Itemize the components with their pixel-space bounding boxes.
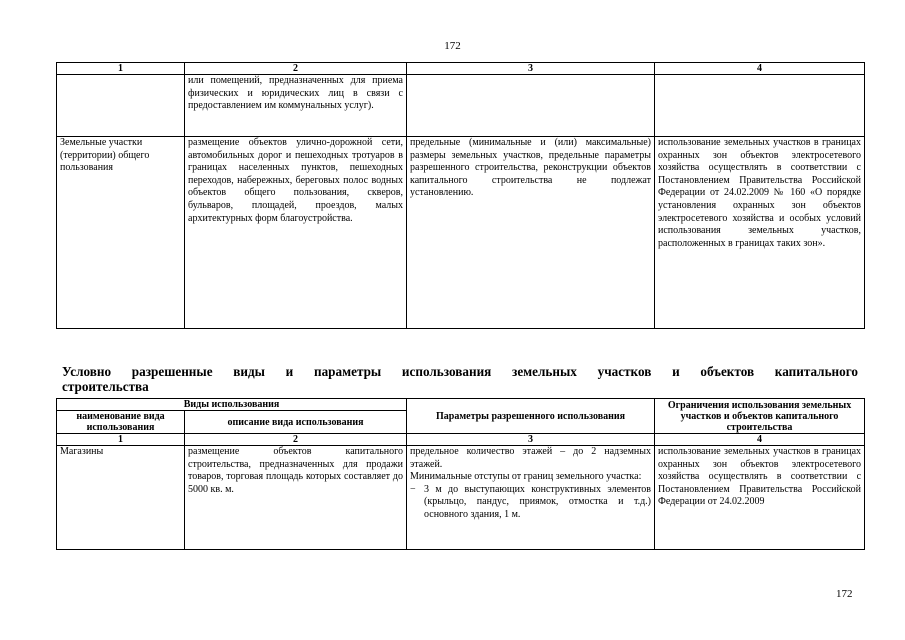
column-number: 4 xyxy=(655,434,865,446)
cell-limits: использование земельных участков в границах охранных зон объектов электросетевого хозяйства осуществлять в соответствии с Постановлением Правительства Российской Федерации от 24.02.2009 xyxy=(655,446,865,550)
column-number: 1 xyxy=(57,434,185,446)
column-number: 4 xyxy=(655,63,865,75)
column-number: 3 xyxy=(407,434,655,446)
cell-name xyxy=(57,75,185,137)
table-row xyxy=(57,446,865,550)
page-number-top: 172 xyxy=(444,40,461,52)
column-number: 2 xyxy=(185,63,407,75)
page-number-bottom: 172 xyxy=(836,588,853,600)
column-number: 2 xyxy=(185,434,407,446)
column-number: 3 xyxy=(407,63,655,75)
cell-limits xyxy=(655,75,865,137)
land-use-table-continued xyxy=(56,62,865,329)
table-header-row xyxy=(57,63,865,75)
cell-parameters xyxy=(407,75,655,137)
table-row xyxy=(57,75,865,137)
cell-description: или помещений, предназначенных для приема физических и юридических лиц в связи с предоставлением им коммунальных услуг). xyxy=(185,75,407,137)
cell-parameters xyxy=(407,446,655,550)
table-header-row xyxy=(57,399,865,411)
description-header: описание вида использования xyxy=(185,411,407,434)
params-header: Параметры разрешенного использования xyxy=(407,399,655,434)
section-title: Условно разрешенные виды и параметры использования земельных участков и объектов капитального xyxy=(62,364,858,379)
cell-name: Магазины xyxy=(57,446,185,550)
section-title-continuation: строительства xyxy=(62,379,149,394)
table-row xyxy=(57,137,865,329)
limits-header: Ограничения использования земельных участков и объектов капитального строительства xyxy=(655,399,865,434)
list-item-text: 3 м до выступающих конструктивных элементов (крыльцо, пандус, приямок, отмостка и т.д.) основного здания, 1 м. xyxy=(424,483,652,520)
floors-limit-text: предельное количество этажей – до 2 надземных этажей. xyxy=(410,446,652,470)
column-number: 1 xyxy=(57,63,185,75)
dash-marker: − xyxy=(410,483,416,495)
cell-name: Земельные участки (территории) общего пользования xyxy=(57,137,185,329)
group-header: Виды использования xyxy=(57,399,407,411)
list-item xyxy=(410,484,651,522)
cell-description: размещение объектов улично-дорожной сети, автомобильных дорог и пешеходных тротуаров в границах населенных пунктов, пешеходных переходов, набережных, береговых полос водных объектов общего пользования, скверов, бульваров, площадей, проездов, малых архитектурных форм благоустройства. xyxy=(185,137,407,329)
table-number-row xyxy=(57,434,865,446)
conditional-use-table xyxy=(56,398,865,550)
cell-limits: использование земельных участков в границах охранных зон объектов электросетевого хозяйства осуществлять в соответствии с Постановлением Правительства Российской Федерации от 24.02.2009 № 160 «О порядке установления охранных зон объектов электросетевого хозяйства и особых условий использования земельных участков, расположенных в границах таких зон». xyxy=(655,137,865,329)
cell-description: размещение объектов капитального строительства, предназначенных для продажи товаров, торговая площадь которых составляет до 5000 кв. м. xyxy=(185,446,407,550)
cell-parameters: предельные (минимальные и (или) максимальные) размеры земельных участков, предельные параметры разрешенного строительства, реконструкции объектов капитального строительства не подлежат установлению. xyxy=(407,137,655,329)
setbacks-text: Минимальные отступы от границ земельного участка: xyxy=(410,471,642,483)
name-header: наименование вида использования xyxy=(57,411,185,434)
